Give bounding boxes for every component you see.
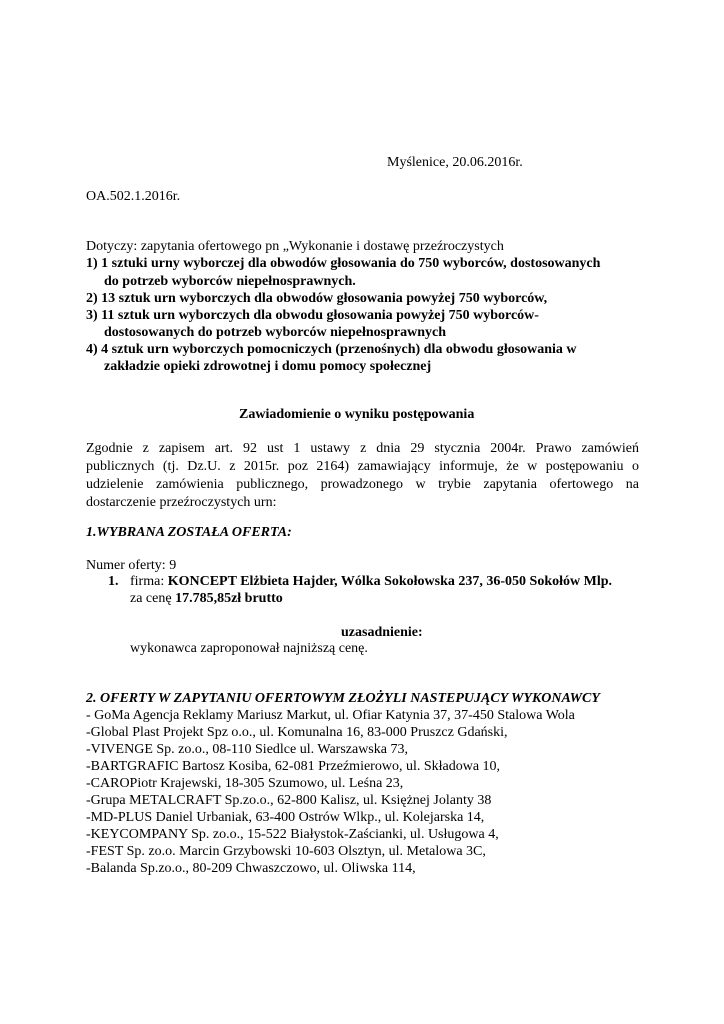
body-line: Zgodnie z zapisem art. 92 ust 1 ustawy z dnia 29 stycznia 2004r. Prawo zamówień [86,441,639,456]
subject-line: dostosowanych do potrzeb wyborców niepełnosprawnych [104,325,446,340]
reference-number: OA.502.1.2016r. [86,189,181,204]
firm-line [130,573,612,591]
section2-title: 2. OFERTY W ZAPYTANIU OFERTOWYM ZŁOŻYLI NASTEPUJĄCY WYKONAWCY [86,691,600,706]
price-line [130,590,283,608]
subject-line: 4) 4 sztuk urn wyborczych pomocniczych (przenośnych) dla obwodu głosowania w [86,342,577,357]
subject-line: 1) 1 sztuki urny wyborczej dla obwodów głosowania do 750 wyborców, dostosowanych [86,256,601,271]
subject-line: 3) 11 sztuk urn wyborczych dla obwodu głosowania powyżej 750 wyborców- [86,308,539,323]
firm-label: firma: [130,574,165,589]
subject-intro: Dotyczy: zapytania ofertowego pn „Wykonanie i dostawę przeźroczystych [86,239,504,254]
bidder-item: -Balanda Sp.zo.o., 80-209 Chwaszczowo, ul. Oliwska 114, [86,861,416,876]
bidder-item: -KEYCOMPANY Sp. zo.o., 15-522 Białystok-Zaścianki, ul. Usługowa 4, [86,827,499,842]
justification-label: uzasadnienie: [341,625,423,640]
subject-line: zakładzie opieki zdrowotnej i domu pomocy społecznej [104,359,432,374]
offer-number: Numer oferty: 9 [86,558,177,573]
bidder-item: - GoMa Agencja Reklamy Mariusz Markut, ul. Ofiar Katynia 37, 37-450 Stalowa Wola [86,708,575,723]
bidder-item: -FEST Sp. zo.o. Marcin Grzybowski 10-603 Olsztyn, ul. Metalowa 3C, [86,844,486,859]
bidder-item: -Grupa METALCRAFT Sp.zo.o., 62-800 Kalisz, ul. Księżnej Jolanty 38 [86,793,492,808]
bidder-item: -MD-PLUS Daniel Urbaniak, 63-400 Ostrów Wlkp., ul. Kolejarska 14, [86,810,485,825]
price-value: 17.785,85zł brutto [175,591,283,606]
section1-title: 1.WYBRANA ZOSTAŁA OFERTA: [86,525,292,540]
bidder-item: -Global Plast Projekt Spz o.o., ul. Komunalna 16, 83-000 Pruszcz Gdański, [86,725,508,740]
item-number: 1. [108,574,119,589]
bidder-item: -CAROPiotr Krajewski, 18-305 Szumowo, ul. Leśna 23, [86,776,404,791]
price-label: za cenę [130,591,172,606]
body-line: publicznych (tj. Dz.U. z 2015r. poz 2164) zamawiający informuje, że w postępowaniu o [86,459,639,474]
body-line: dostarczenie przeźroczystych urn: [86,495,277,510]
firm-name: KONCEPT Elżbieta Hajder, Wólka Sokołowska 237, 36-050 Sokołów Mlp. [167,574,613,589]
bidder-item: -BARTGRAFIC Bartosz Kosiba, 62-081 Przeźmierowo, ul. Składowa 10, [86,759,501,774]
bidder-item: -VIVENGE Sp. zo.o., 08-110 Siedlce ul. Warszawska 73, [86,742,408,757]
body-line: udzielenie zamówienia publicznego, prowadzonego w trybie zapytania ofertowego na [86,477,639,492]
justification-text: wykonawca zaproponował najniższą cenę. [130,641,368,656]
subject-line: do potrzeb wyborców niepełnosprawnych. [104,274,356,289]
notice-heading: Zawiadomienie o wyniku postępowania [239,407,475,422]
subject-line: 2) 13 sztuk urn wyborczych dla obwodów głosowania powyżej 750 wyborców, [86,291,548,306]
place-date: Myślenice, 20.06.2016r. [387,155,523,170]
